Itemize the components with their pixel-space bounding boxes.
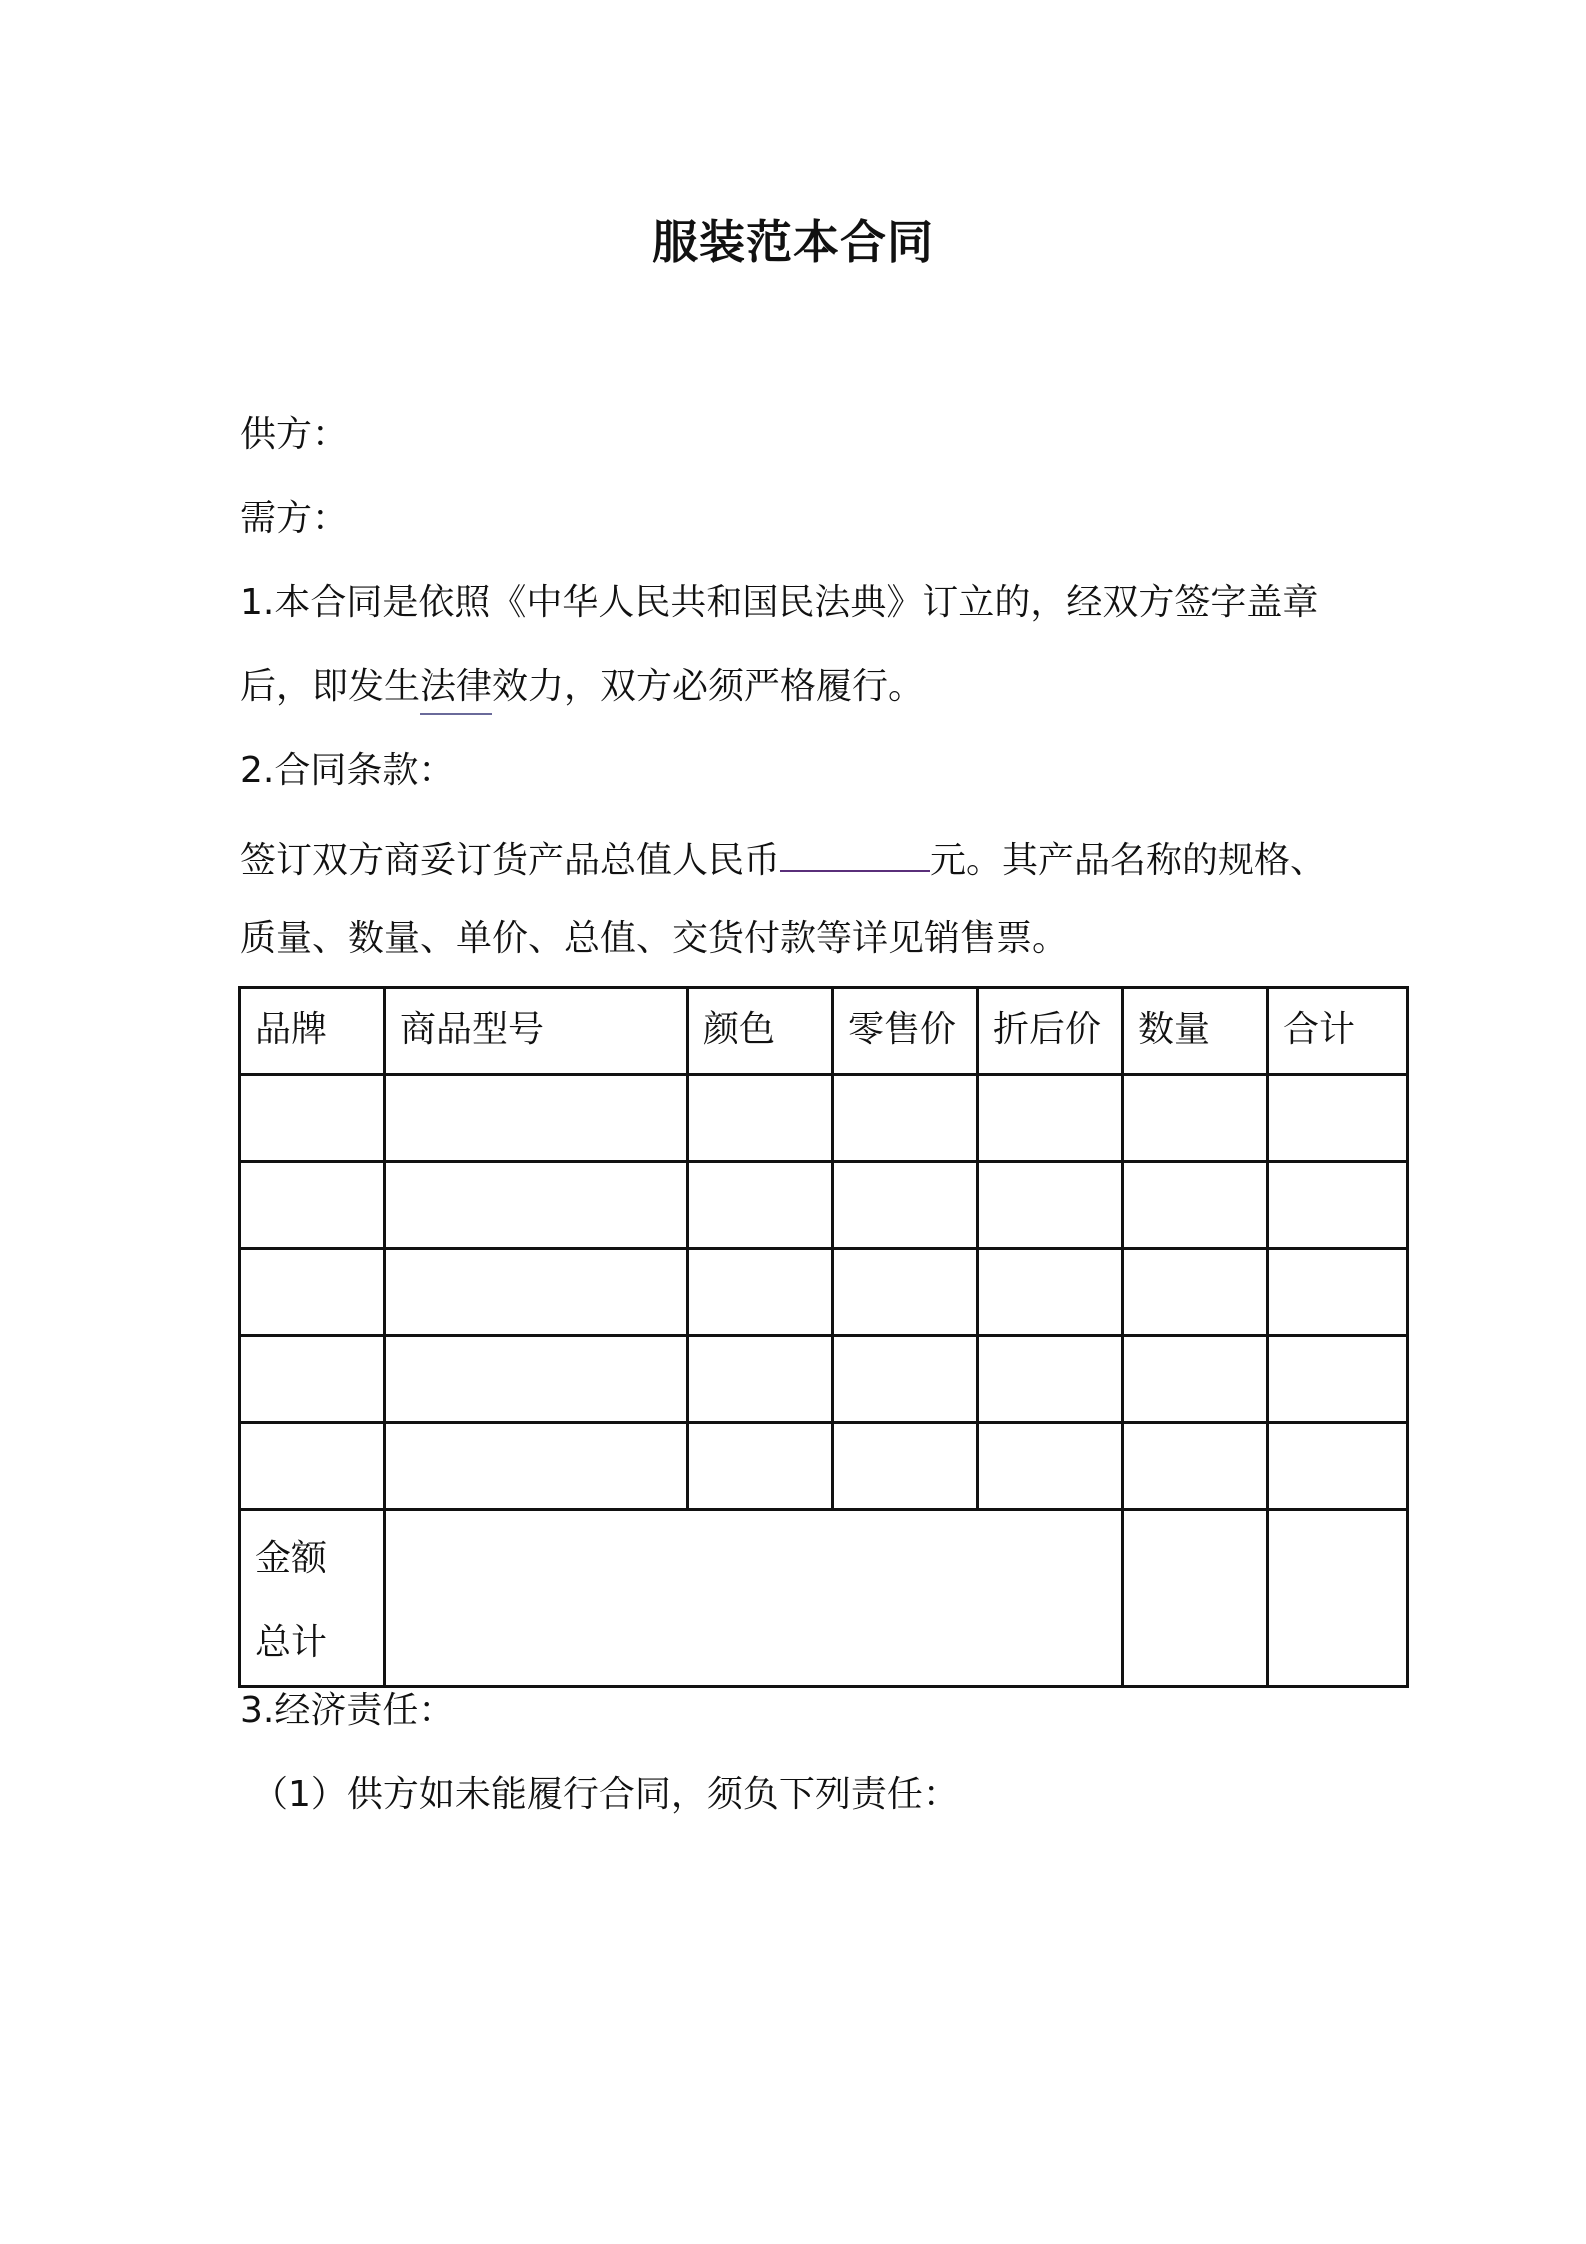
table-cell[interactable] xyxy=(978,1336,1123,1423)
table-cell[interactable] xyxy=(688,1249,833,1336)
clause1-line2-after: 效力，双方必须严格履行。 xyxy=(492,666,925,707)
total-row xyxy=(240,1510,1408,1687)
clause1-underlined-text: 法律 xyxy=(420,666,492,715)
clause2-line2: 质量、数量、单价、总值、交货付款等详见销售票。 xyxy=(240,918,1069,959)
goods-table xyxy=(238,986,1409,1688)
clause3-heading: 3.经济责任： xyxy=(240,1690,455,1731)
total-amount-cell[interactable] xyxy=(385,1510,1123,1687)
clause3-item1: （1）供方如未能履行合同，须负下列责任： xyxy=(252,1774,959,1815)
table-row xyxy=(240,1075,1408,1162)
clause2-heading: 2.合同条款： xyxy=(240,750,455,791)
table-cell[interactable] xyxy=(385,1423,688,1510)
amount-blank xyxy=(780,830,930,872)
table-cell[interactable] xyxy=(978,1162,1123,1249)
clause2-line1 xyxy=(240,830,1326,886)
table-cell[interactable] xyxy=(1123,1162,1268,1249)
clause2-line1-after: 元。其产品名称的规格、 xyxy=(930,840,1327,881)
clause2-line1-before: 签订双方商妥订货产品总值人民币 xyxy=(240,840,781,881)
table-cell[interactable] xyxy=(688,1075,833,1162)
table-cell[interactable] xyxy=(1268,1423,1408,1510)
table-cell[interactable] xyxy=(1268,1249,1408,1336)
table-cell[interactable] xyxy=(688,1423,833,1510)
table-cell[interactable] xyxy=(1268,1075,1408,1162)
table-row xyxy=(240,1336,1408,1423)
total-label-line2: 总计 xyxy=(255,1622,328,1663)
table-cell[interactable] xyxy=(240,1075,385,1162)
total-quantity-cell[interactable] xyxy=(1123,1510,1268,1687)
table-cell[interactable] xyxy=(1123,1075,1268,1162)
table-cell[interactable] xyxy=(385,1162,688,1249)
table-cell[interactable] xyxy=(240,1423,385,1510)
table-header-row xyxy=(240,988,1408,1075)
table-cell[interactable] xyxy=(688,1162,833,1249)
table-cell[interactable] xyxy=(833,1075,978,1162)
header-cell-retail-price: 零售价 xyxy=(833,988,978,1075)
table-cell[interactable] xyxy=(833,1336,978,1423)
header-cell-model: 商品型号 xyxy=(385,988,688,1075)
header-cell-discount-price: 折后价 xyxy=(978,988,1123,1075)
table-cell[interactable] xyxy=(1268,1336,1408,1423)
clause1-line1: 1.本合同是依照《中华人民共和国民法典》订立的，经双方签字盖章 xyxy=(240,582,1319,623)
table-cell[interactable] xyxy=(385,1336,688,1423)
table-cell[interactable] xyxy=(978,1249,1123,1336)
total-label-line1: 金额 xyxy=(255,1538,328,1579)
table-cell[interactable] xyxy=(240,1162,385,1249)
table-cell[interactable] xyxy=(978,1075,1123,1162)
table-cell[interactable] xyxy=(240,1336,385,1423)
table-cell[interactable] xyxy=(240,1249,385,1336)
table-cell[interactable] xyxy=(833,1162,978,1249)
table-cell[interactable] xyxy=(978,1423,1123,1510)
total-label-cell xyxy=(240,1510,385,1687)
table-row xyxy=(240,1162,1408,1249)
header-cell-quantity: 数量 xyxy=(1123,988,1268,1075)
clause1-line2-before: 后，即发生 xyxy=(240,666,421,707)
table-cell[interactable] xyxy=(833,1423,978,1510)
table-cell[interactable] xyxy=(385,1075,688,1162)
supplier-label: 供方： xyxy=(240,414,349,455)
document-title: 服装范本合同 xyxy=(652,215,934,269)
table-cell[interactable] xyxy=(1123,1336,1268,1423)
table-cell[interactable] xyxy=(688,1336,833,1423)
table-cell[interactable] xyxy=(1123,1423,1268,1510)
clause1-line2 xyxy=(240,662,924,712)
header-cell-color: 颜色 xyxy=(688,988,833,1075)
header-cell-brand: 品牌 xyxy=(240,988,385,1075)
table-cell[interactable] xyxy=(1123,1249,1268,1336)
table-cell[interactable] xyxy=(833,1249,978,1336)
header-cell-subtotal: 合计 xyxy=(1268,988,1408,1075)
buyer-label: 需方： xyxy=(240,498,349,539)
table-cell[interactable] xyxy=(1268,1162,1408,1249)
table-row xyxy=(240,1423,1408,1510)
table-cell[interactable] xyxy=(385,1249,688,1336)
total-subtotal-cell[interactable] xyxy=(1268,1510,1408,1687)
table-row xyxy=(240,1249,1408,1336)
